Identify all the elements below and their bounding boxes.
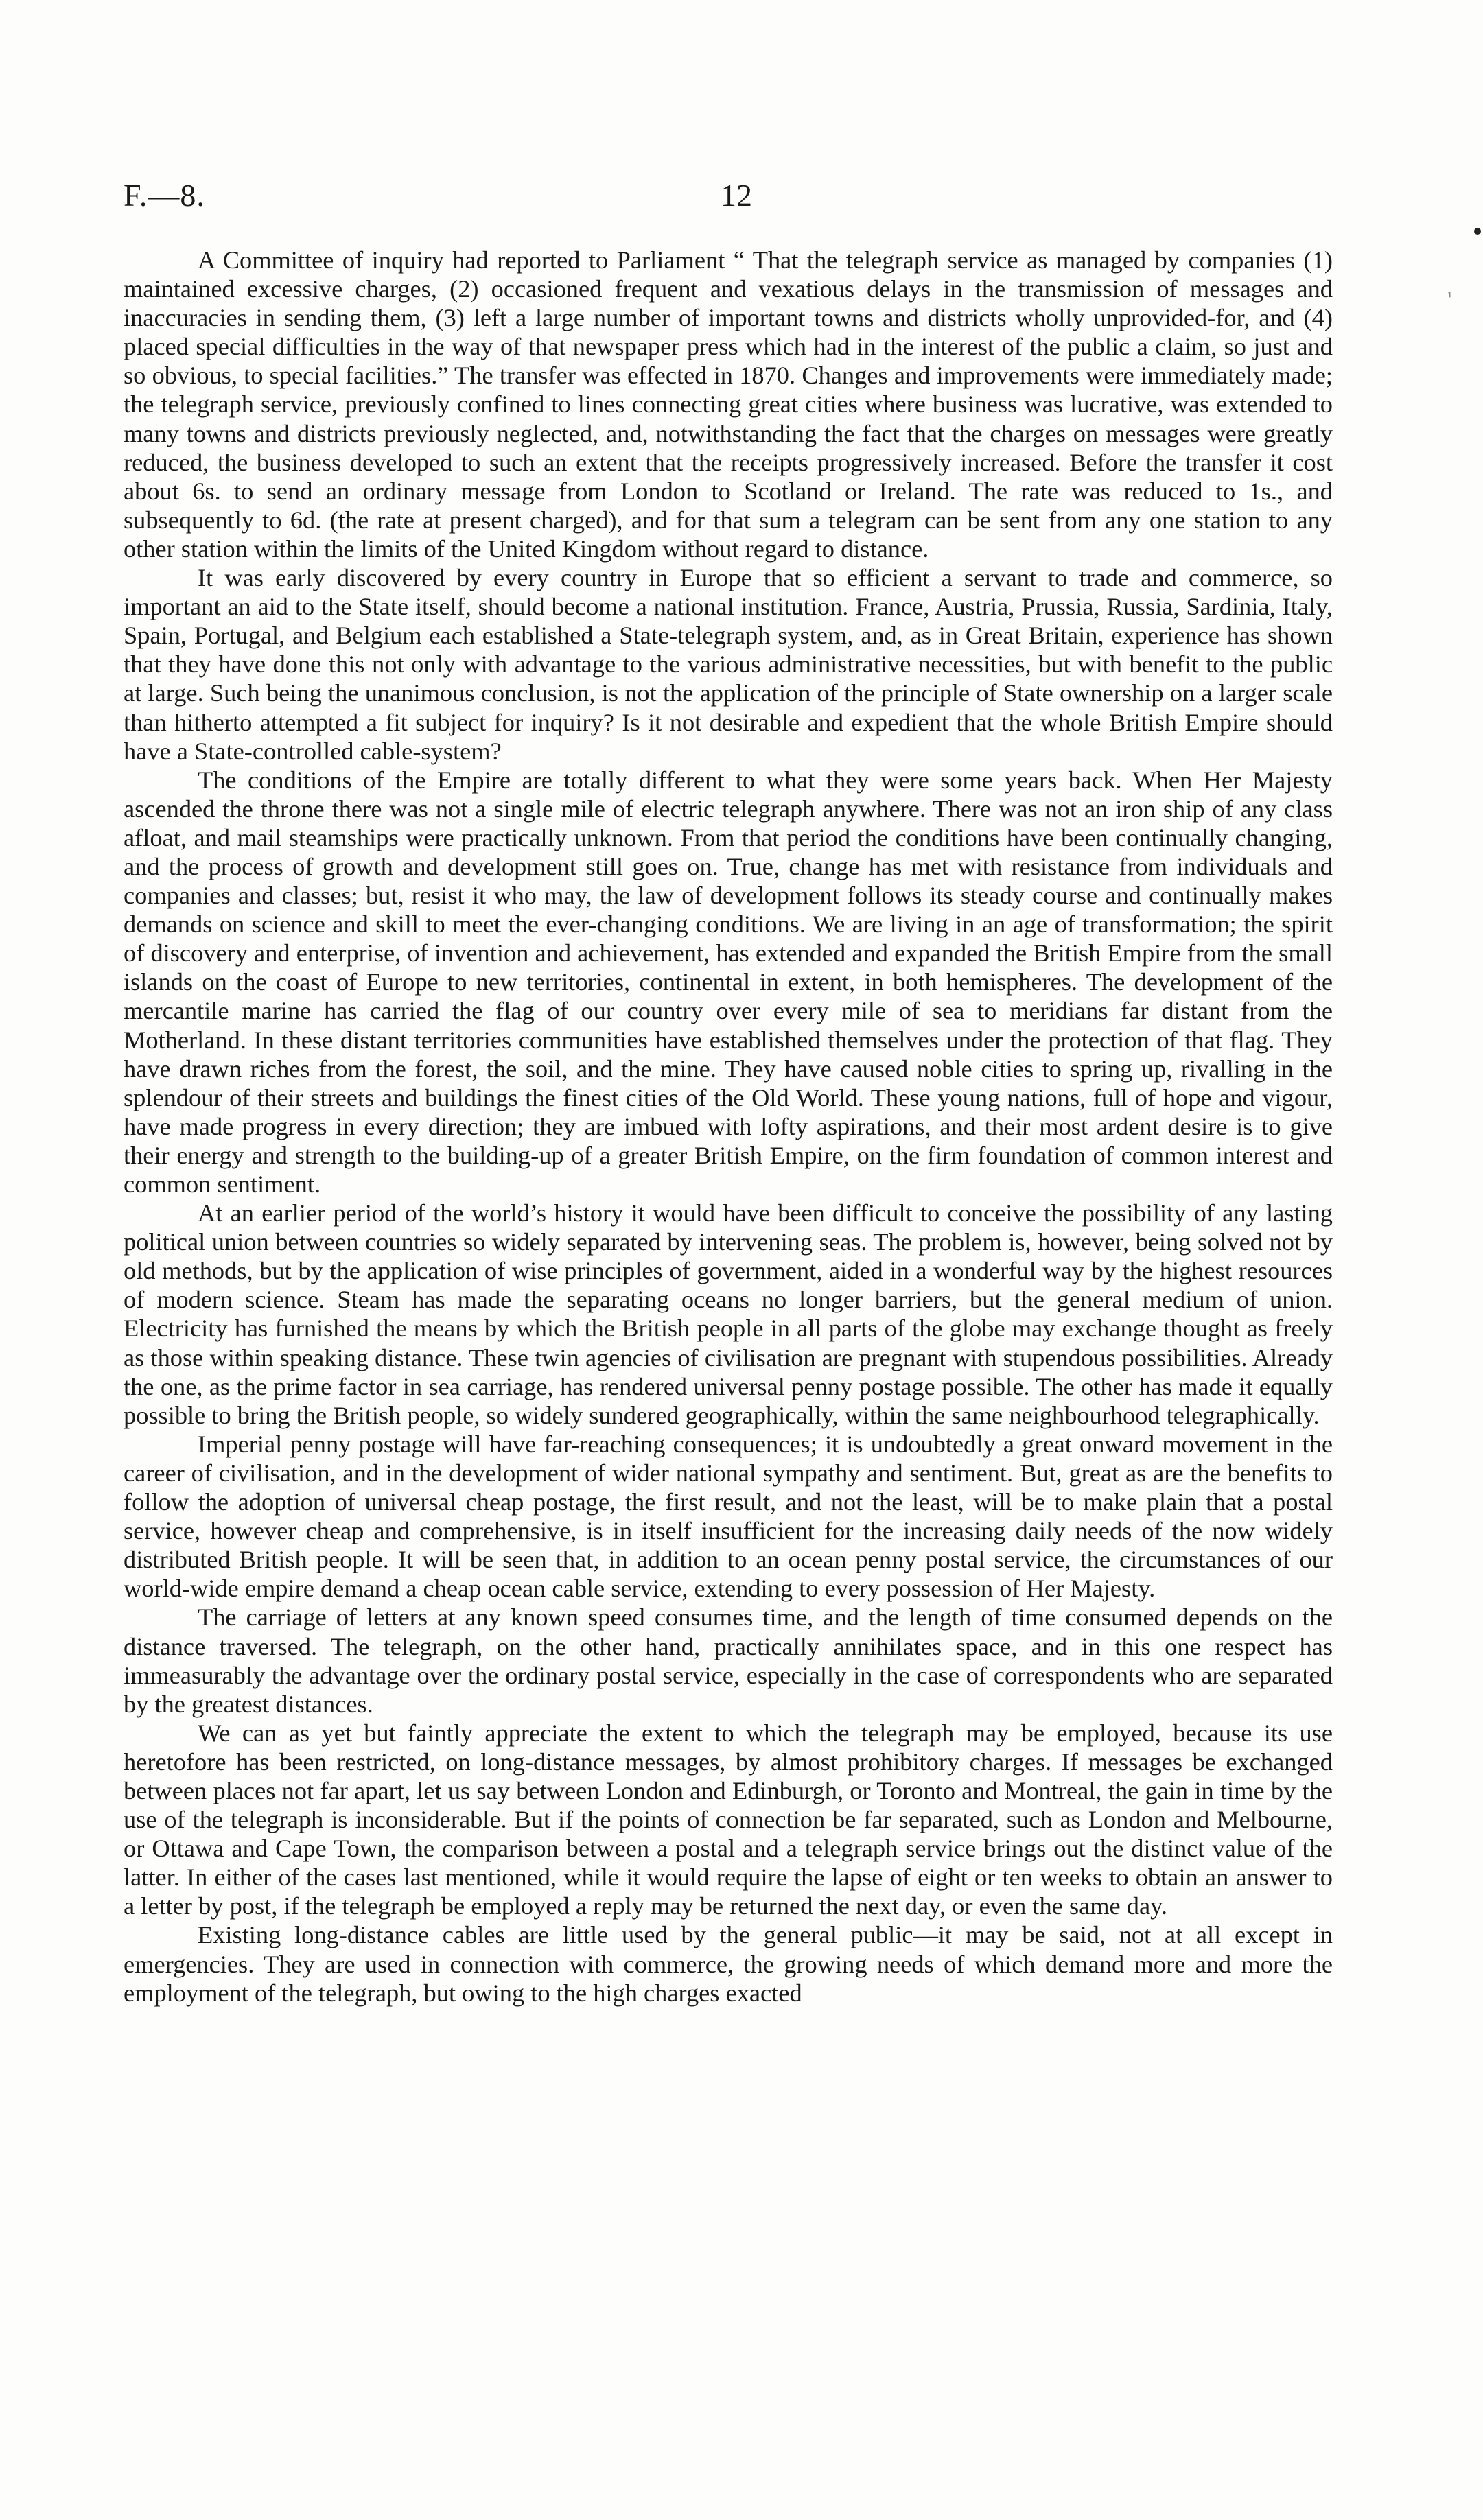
page-number: 12	[721, 178, 752, 213]
paragraph-political-union: At an earlier period of the world’s history it would have been difficult to conceive the possibility of any lasting political union between countries so widely separated by intervening seas. The problem is, however, being solved not by old methods, but by the application of wise principles of government, aided in a wonderful way by the highest resources of modern science. Steam has made the separating oceans no longer barriers, but the general medium of union. Electricity has furnished the means by which the British people in all parts of the globe may exchange thought as freely as those within speaking distance. These twin agencies of civilisation are pregnant with stupendous possibilities. Already the one, as the prime factor in sea carriage, has rendered universal penny postage possible. The other has made it equally possible to bring the British people, so widely sundered geographically, within the same neighbourhood telegraphically.	[124, 1199, 1333, 1429]
margin-pencil-mark: ′	[1445, 286, 1459, 313]
paragraph-europe-state-telegraph: It was early discovered by every country in Europe that so efficient a servant to trade and commerce, so important an aid to the State itself, should become a national institution. France, Austria, Prussia, Russia, Sardinia, Italy, Spain, Portugal, and Belgium each established a State-telegraph system, and, as in Great Britain, experience has shown that they have done this not only with advantage to the various administrative necessities, but with benefit to the public at large. Such being the unanimous conclusion, is not the application of the principle of State ownership on a larger scale than hitherto attempted a fit subject for inquiry? Is it not desirable and expedient that the whole British Empire should have a State-controlled cable-system?	[124, 564, 1333, 765]
paragraph-carriage-of-letters: The carriage of letters at any known speed consumes time, and the length of time consumed depends on the distance traversed. The telegraph, on the other hand, practically annihilates space, and in this one respect has immeasurably the advantage over the ordinary postal service, especially in the case of correspondents who are separated by the greatest distances.	[124, 1603, 1333, 1718]
paragraph-existing-cables: Existing long-distance cables are little used by the general public—it may be said, not at all except in emergencies. They are used in connection with commerce, the growing needs of which demand more and more the employment of the telegraph, but owing to the high charges exacted	[124, 1921, 1333, 2007]
paragraph-committee-inquiry: A Committee of inquiry had reported to Parliament “ That the telegraph service as managed by companies (1) maintained excessive charges, (2) occasioned frequent and vexatious delays in the transmission of messages and inaccuracies in sending them, (3) left a large number of important towns and districts wholly unprovided-for, and (4) placed special difficulties in the way of that newspaper press which had in the interest of the public a claim, so just and so obvious, to special facilities.” The transfer was effected in 1870. Changes and improvements were immediately made; the telegraph service, previously confined to lines connecting great cities where business was lucrative, was extended to many towns and districts previously neglected, and, notwithstanding the fact that the charges on messages were greatly reduced, the business developed to such an extent that the receipts progressively increased. Before the transfer it cost about 6s. to send an ordinary message from London to Scotland or Ireland. The rate was reduced to 1s., and subsequently to 6d. (the rate at present charged), and for that sum a telegram can be sent from any one station to any other station within the limits of the United Kingdom without regard to distance.	[124, 246, 1333, 563]
document-reference: F.—8.	[124, 178, 205, 213]
paragraph-telegraph-extent: We can as yet but faintly appreciate the extent to which the telegraph may be employed, because its use heretofore has been restricted, on long-distance messages, by almost prohibitory charges. If messages be exchanged between places not far apart, let us say between London and Edinburgh, or Toronto and Montreal, the gain in time by the use of the telegraph is inconsiderable. But if the points of connection be far separated, such as London and Melbourne, or Ottawa and Cape Town, the comparison between a postal and a telegraph service brings out the distinct value of the latter. In either of the cases last mentioned, while it would require the lapse of eight or ten weeks to obtain an answer to a letter by post, if the telegraph be employed a reply may be returned the next day, or even the same day.	[124, 1719, 1333, 1920]
paragraph-empire-conditions: The conditions of the Empire are totally different to what they were some years back. When Her Majesty ascended the throne there was not a single mile of electric telegraph anywhere. There was not an iron ship of any class afloat, and mail steamships were practically unknown. From that period the conditions have been continually changing, and the process of growth and development still goes on. True, change has met with resistance from individuals and companies and classes; but, resist it who may, the law of development follows its steady course and continually makes demands on science and skill to meet the ever-changing conditions. We are living in an age of transformation; the spirit of discovery and enterprise, of invention and achievement, has extended and expanded the British Empire from the small islands on the coast of Europe to new territories, continental in extent, in both hemispheres. The development of the mercantile marine has carried the flag of our country over every mile of sea to meridians far distant from the Motherland. In these distant territories communities have established themselves under the protection of that flag. They have drawn riches from the forest, the soil, and the mine. They have caused noble cities to spring up, rivalling in the splendour of their streets and buildings the finest cities of the Old World. These young nations, full of hope and vigour, have made progress in every direction; they are imbued with lofty aspirations, and their most ardent desire is to give their energy and strength to the building-up of a greater British Empire, on the firm foundation of common interest and common sentiment.	[124, 766, 1333, 1198]
paragraph-penny-postage: Imperial penny postage will have far-reaching consequences; it is undoubtedly a great onward movement in the career of civilisation, and in the development of wider national sympathy and sentiment. But, great as are the benefits to follow the adoption of universal cheap postage, the first result, and not the least, will be to make plain that a postal service, however cheap and comprehensive, is in itself insufficient for the increasing daily needs of the now widely distributed British people. It will be seen that, in addition to an ocean penny postal service, the circumstances of our world-wide empire demand a cheap ocean cable service, extending to every possession of Her Majesty.	[124, 1430, 1333, 1603]
body-text	[124, 246, 1333, 2007]
page-header	[124, 177, 1332, 225]
margin-dot-mark	[1474, 228, 1481, 235]
